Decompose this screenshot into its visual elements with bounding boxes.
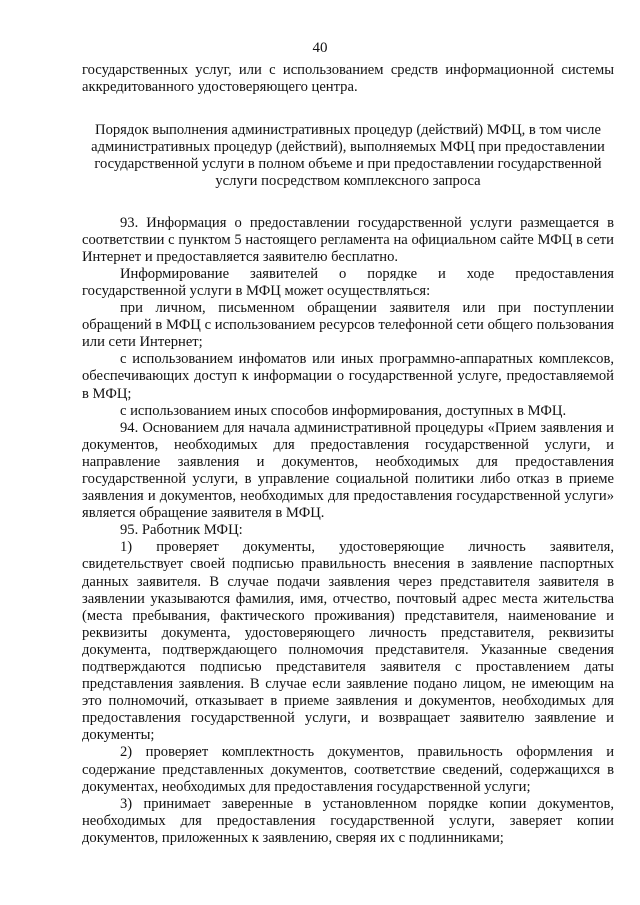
paragraph-95: 95. Работник МФЦ: [120, 522, 243, 539]
paragraph-93: 93. Информация о предоставлении государственной услуги размещается в соответствии с пунктом 5 настоящего регламента на официальном сайте МФЦ в сети Интернет и предоставляется заявителю бесплатно. [82, 214, 614, 265]
intro-paragraph: государственных услуг, или с использованием средств информационной системы аккредитованного удостоверяющего центра. [82, 62, 614, 96]
page-number: 40 [312, 40, 328, 56]
paragraph-informing: Информирование заявителей о порядке и ходе предоставления государственной услуги в МФЦ может осуществляться: [82, 265, 614, 299]
section-heading: Порядок выполнения административных процедур (действий) МФЦ, в том числе административных процедур (действий), выполняемых МФЦ при предоставлении государственной услуги в полном объеме и при предоставлении государственной услуги посредством комплексного запроса [91, 122, 605, 190]
paragraph-other-methods: с использованием иных способов информирования, доступных в МФЦ. [120, 402, 567, 419]
paragraph-95-item-1: 1) проверяет документы, удостоверяющие личность заявителя, свидетельствует своей подписью правильность внесения в заявление паспортных данных заявителя. В случае подачи заявления через представителя заявителя в заявлении указываются фамилия, имя, отчество, почтовый адрес места жительства (места пребывания, фактического проживания) представителя, наименование и реквизиты документа, удостоверяющего личность представителя, реквизиты документа, подтверждающего полномочия представителя. Указанные сведения подтверждаются подписью представителя заявителя с проставлением даты представления заявления. В случае если заявление подано лицом, не имеющим на это полномочий, отказывает в приеме заявления и документов, необходимых для предоставления государственной услуги, и возвращает заявителю заявление и документы; [82, 539, 614, 744]
paragraph-95-item-3: 3) принимает заверенные в установленном порядке копии документов, необходимых для предоставления государственной услуги, заверяет копии документов, приложенных к заявлению, сверяя их с подлинниками; [82, 795, 614, 846]
paragraph-personal-request: при личном, письменном обращении заявителя или при поступлении обращений в МФЦ с использованием ресурсов телефонной сети общего пользования или сети Интернет; [82, 300, 614, 351]
paragraph-infomats: с использованием инфоматов или иных программно-аппаратных комплексов, обеспечивающих доступ к информации о государственной услуге, предоставляемой в МФЦ; [82, 351, 614, 402]
paragraph-94: 94. Основанием для начала административной процедуры «Прием заявления и документов, необходимых для предоставления государственной услуги, и направление заявления и документов, необходимых для предоставления государственной услуги, в управление социальной политики либо отказ в приеме заявления и документов, необходимых для предоставления государственной услуги» является обращение заявителя в МФЦ. [82, 419, 614, 522]
document-body [82, 62, 614, 847]
paragraph-95-item-2: 2) проверяет комплектность документов, правильность оформления и содержание представленных документов, соответствие сведений, содержащихся в документах, необходимых для предоставления государственной услуги; [82, 744, 614, 795]
